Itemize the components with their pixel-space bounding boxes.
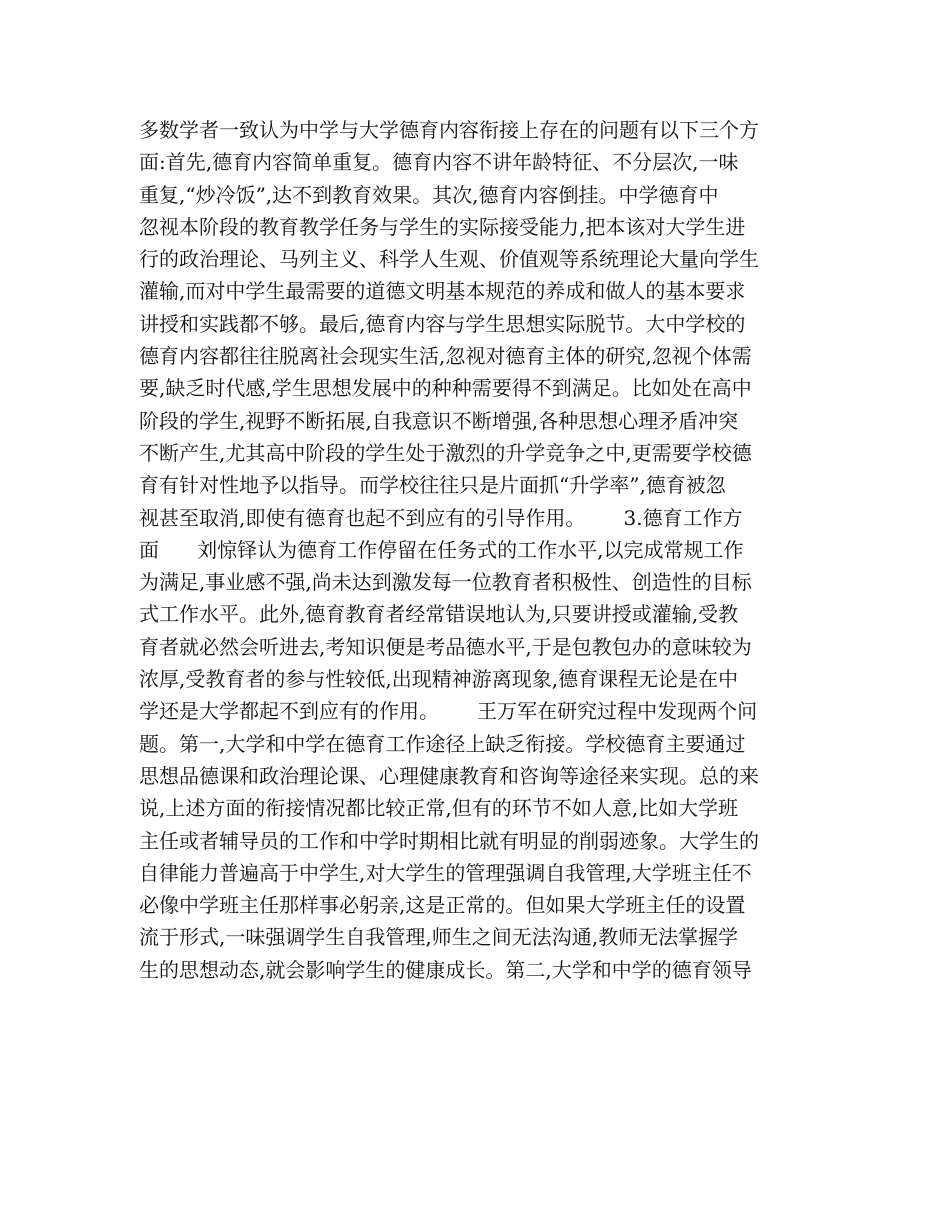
text-line: 灌输,而对中学生最需要的道德文明基本规范的养成和做人的基本要求	[139, 279, 746, 304]
text-line: 学还是大学都起不到应有的作用。 王万军在研究过程中发现两个问	[139, 699, 758, 724]
text-line: 浓厚,受教育者的参与性较低,出现精神游离现象,德育课程无论是在中	[139, 667, 739, 692]
text-line: 视甚至取消,即使有德育也起不到应有的引导作用。 3.德育工作方	[139, 505, 743, 530]
text-line: 思想品德课和政治理论课、心理健康教育和咨询等途径来实现。总的来	[139, 763, 759, 788]
text-line: 不断产生,尤其高中阶段的学生处于激烈的升学竞争之中,更需要学校德	[139, 440, 752, 465]
text-line: 育有针对性地予以指导。而学校往往只是片面抓“升学率”,德育被忽	[139, 473, 726, 498]
text-line: 必像中学班主任那样事必躬亲,这是正常的。但如果大学班主任的设置	[139, 893, 746, 918]
text-line: 忽视本阶段的教育教学任务与学生的实际接受能力,把本该对大学生进	[139, 214, 746, 239]
text-line: 说,上述方面的衔接情况都比较正常,但有的环节不如人意,比如大学班	[139, 796, 739, 821]
text-line: 自律能力普遍高于中学生,对大学生的管理强调自我管理,大学班主任不	[139, 860, 752, 885]
text-line: 面:首先,德育内容简单重复。德育内容不讲年龄特征、不分层次,一味	[139, 150, 739, 175]
text-line: 为满足,事业感不强,尚未达到激发每一位教育者积极性、创造性的目标	[139, 570, 752, 595]
text-line: 式工作水平。此外,德育教育者经常错误地认为,只要讲授或灌输,受教	[139, 602, 739, 627]
text-line: 德育内容都往往脱离社会现实生活,忽视对德育主体的研究,忽视个体需	[139, 344, 752, 369]
text-line: 主任或者辅导员的工作和中学时期相比就有明显的削弱迹象。大学生的	[139, 828, 759, 853]
text-line: 题。第一,大学和中学在德育工作途径上缺乏衔接。学校德育主要通过	[139, 731, 746, 756]
text-line: 重复,“炒冷饭”,达不到教育效果。其次,德育内容倒挂。中学德育中	[139, 182, 719, 207]
text-line: 流于形式,一味强调学生自我管理,师生之间无法沟通,教师无法掌握学	[139, 925, 739, 950]
text-line: 面 刘惊铎认为德育工作停留在任务式的工作水平,以完成常规工作	[139, 537, 744, 562]
text-line: 多数学者一致认为中学与大学德育内容衔接上存在的问题有以下三个方	[139, 118, 759, 142]
text-line: 生的思想动态,就会影响学生的健康成长。第二,大学和中学的德育领导	[139, 957, 752, 982]
text-line: 讲授和实践都不够。最后,德育内容与学生思想实际脱节。大中学校的	[139, 311, 746, 336]
text-line: 育者就必然会听进去,考知识便是考品德水平,于是包教包办的意味较为	[139, 634, 752, 659]
body-text	[139, 114, 819, 986]
text-line: 要,缺乏时代感,学生思想发展中的种种需要得不到满足。比如处在高中	[139, 376, 752, 401]
text-line: 阶段的学生,视野不断拓展,自我意识不断增强,各种思想心理矛盾冲突	[139, 408, 739, 433]
text-line: 行的政治理论、马列主义、科学人生观、价值观等系统理论大量向学生	[139, 247, 759, 272]
